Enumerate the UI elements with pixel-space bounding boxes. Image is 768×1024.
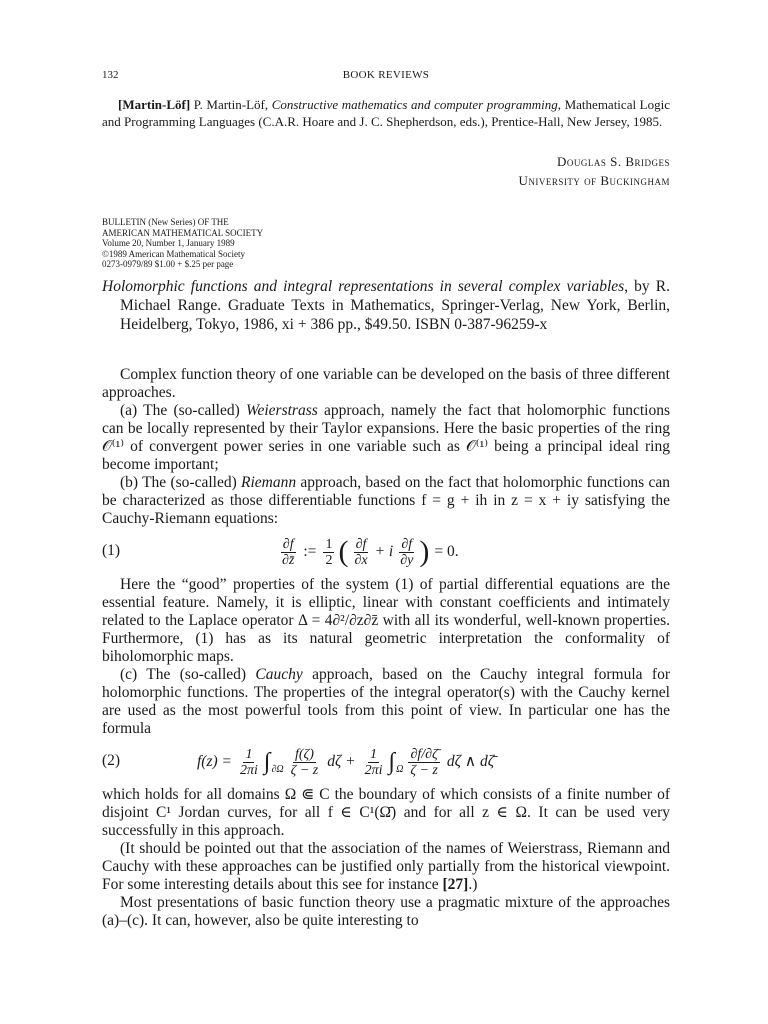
paragraph: (c) The (so-called) Cauchy approach, based on the Cauchy integral formula for holomorphic functions. The properties of the integral operator(s) with the Cauchy kernel are used as the most powerful tools from this point of view. In particular one has the formula <box>102 666 670 737</box>
equation-label: (1) <box>102 542 121 559</box>
book-citation <box>102 277 670 334</box>
paragraph: Here the “good” properties of the system (1) of partial differential equations are the essential feature. Namely, it is elliptic, linear with constant coefficients and intimately related to the Laplace operator Δ = 4∂²/∂z∂z̄ with all its wonderful, well-known properties. Furthermore, (1) has as its natural geometric interpretation the conformality of biholomorphic maps. <box>102 576 670 665</box>
paragraph: (b) The (so-called) Riemann approach, based on the fact that holomorphic functions can be characterized as those differentiable functions f = g + ih in z = x + iy satisfying the Cauchy-Riemann equations: <box>102 474 670 527</box>
approach-name: Riemann <box>241 474 297 491</box>
bulletin-info <box>102 217 263 270</box>
approach-name: Cauchy <box>255 666 303 683</box>
equation-2 <box>102 742 670 782</box>
reviewer-signature <box>518 152 670 190</box>
approach-name: Weierstrass <box>245 402 318 419</box>
reference-title: Constructive mathematics and computer programming <box>271 97 558 112</box>
book-details: , by R. Michael Range. Graduate Texts in Mathematics, Springer-Verlag, New York, Berlin, Heidelberg, Tokyo, 1986, xi + 386 pp., $49.50. ISBN 0-387-96259-x <box>120 278 671 333</box>
citation: [27] <box>442 876 469 893</box>
equation-1 <box>102 532 670 572</box>
reference-tag: [Martin-Löf] <box>118 97 191 112</box>
reviewer-name: Douglas S. Bridges <box>556 154 670 169</box>
bulletin-line: ©1989 American Mathematical Society <box>102 248 246 259</box>
equation-math: f(z) = $\frac{1}{2\pi i}$ ∫ ∂Ω $\frac{f(\zeta)}{\zeta - z}$ dζ + $\frac{1}{2\pi i}$ ∫ Ω $\frac{\partial f/\partial\zetā}{\zeta - z}$ dζ ∧ dζ̄ <box>197 746 495 778</box>
bulletin-line: 0273-0979/89 $1.00 + $.25 per page <box>102 259 234 269</box>
bulletin-line: AMERICAN MATHEMATICAL SOCIETY <box>102 227 264 238</box>
bulletin-line: BULLETIN (New Series) OF THE <box>102 217 229 227</box>
paragraph: (It should be pointed out that the association of the names of Weierstrass, Riemann and Cauchy with these approaches can be justified only partially from the historical viewpoint. For some interesting details about this see for instance [27].) <box>102 840 670 893</box>
running-header <box>102 69 670 83</box>
reference-rest: , Mathematical Logic and Programming Languages (C.A.R. Hoare and J. C. Shepherdson, eds.), Prentice-Hall, New Jersey, 1985. <box>102 97 670 129</box>
equation-label: (2) <box>102 752 121 769</box>
running-title: BOOK REVIEWS <box>342 69 430 81</box>
paragraph: (a) The (so-called) Weierstrass approach, namely the fact that holomorphic functions can be locally represented by their Taylor expansions. Here the basic properties of the ring 𝒪⁽¹⁾ of convergent power series in one variable such as 𝒪⁽¹⁾ being a principal ideal ring become important; <box>102 402 670 473</box>
paragraph: which holds for all domains Ω ⋐ C the boundary of which consists of a finite number of disjoint C¹ Jordan curves, for all f ∈ C¹(Ω̄) and for all z ∈ Ω. It can be used very successfully in this approach. <box>102 786 670 839</box>
book-title: Holomorphic functions and integral representations in several complex variables <box>102 278 625 295</box>
page-number: 132 <box>102 69 119 81</box>
paragraph: Most presentations of basic function theory use a pragmatic mixture of the approaches (a)–(c). It can, however, also be quite interesting to <box>102 894 670 929</box>
review-body <box>102 366 670 930</box>
bulletin-line: Volume 20, Number 1, January 1989 <box>102 238 235 248</box>
reference-entry <box>102 96 670 130</box>
reviewer-affiliation: University of Buckingham <box>518 173 670 188</box>
paragraph: Complex function theory of one variable can be developed on the basis of three different approaches. <box>102 366 670 401</box>
equation-math: $\frac{\partial f}{\partial z̄}$ := $\frac{1}{2}$ ( $\frac{\partial f}{\partial x}$ + i $\frac{\partial f}{\partial y}$ ) = 0. <box>282 535 459 568</box>
reference-authors: P. Martin-Löf, <box>190 97 272 112</box>
